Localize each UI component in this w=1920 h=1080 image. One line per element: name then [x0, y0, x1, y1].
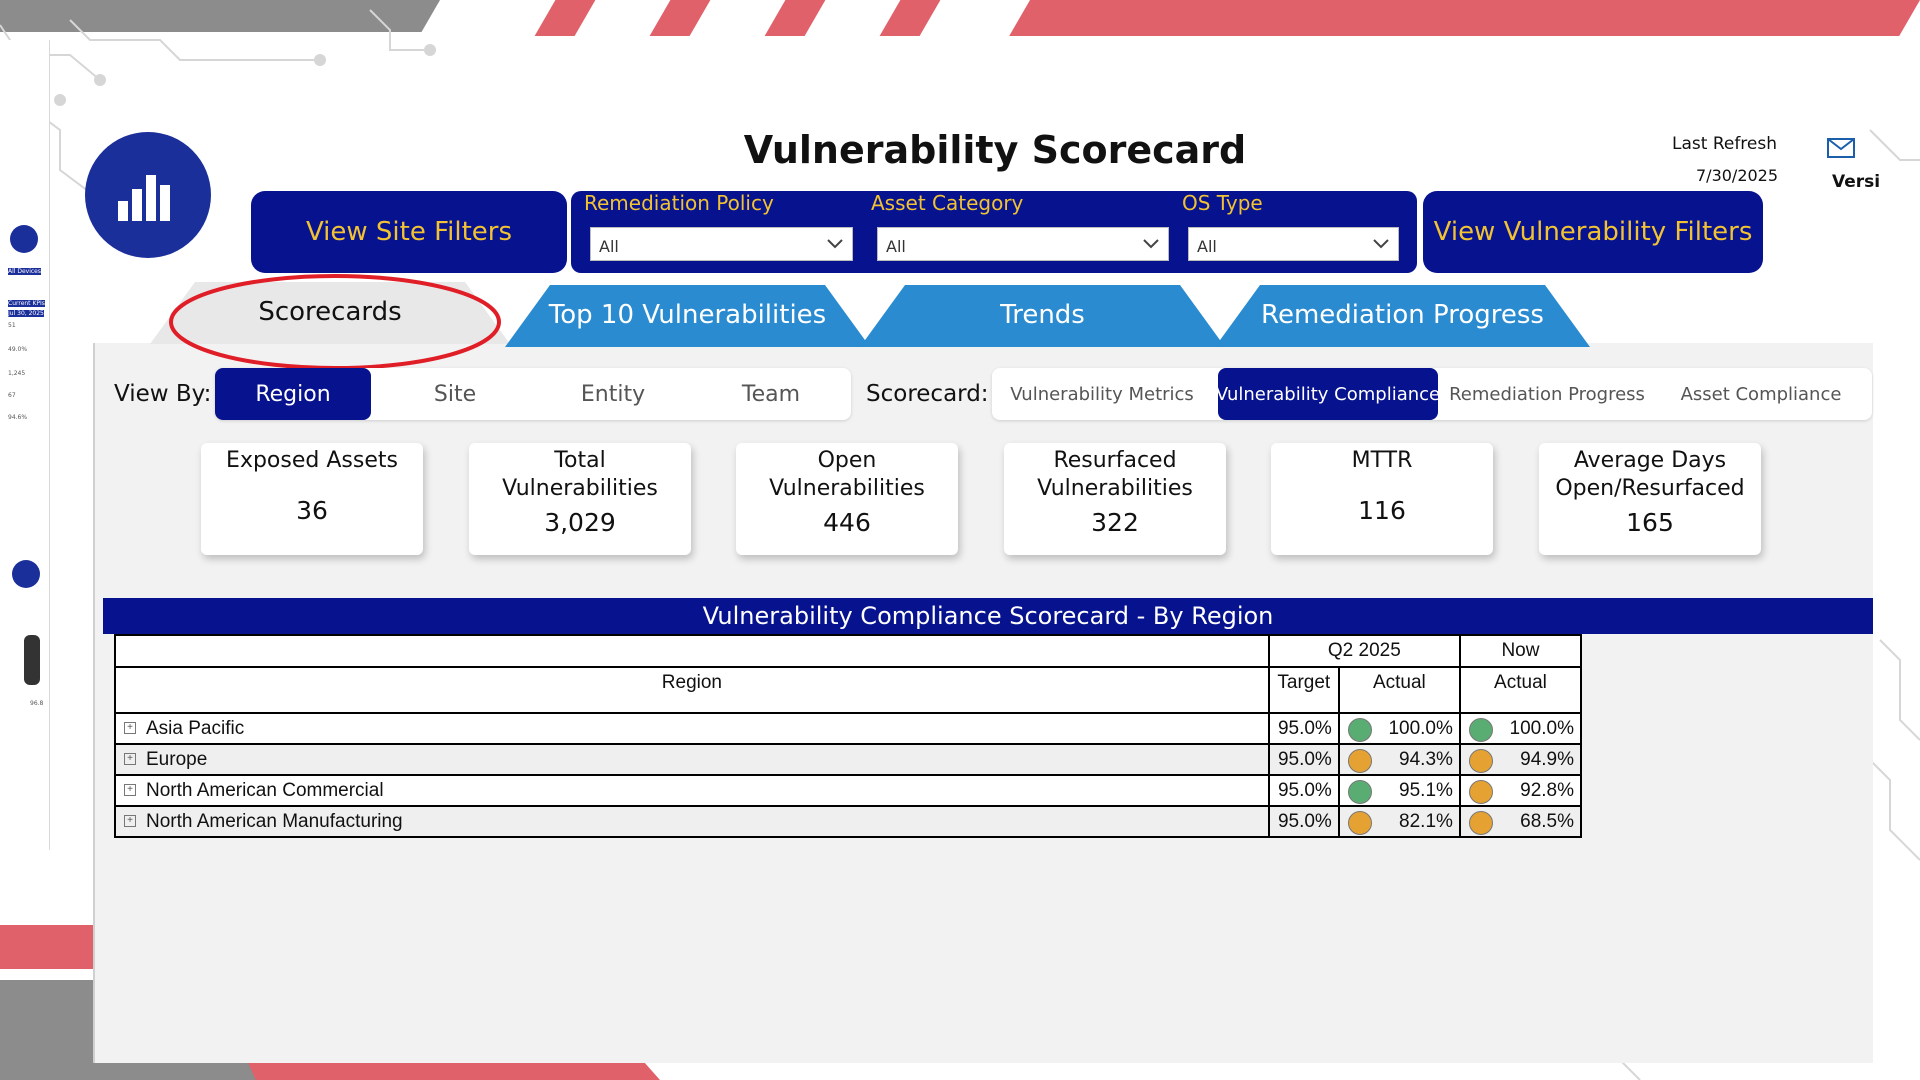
status-indicator-icon: [1469, 749, 1493, 773]
now-actual-cell: [1460, 713, 1581, 744]
view-by-entity[interactable]: Entity: [580, 381, 646, 407]
expand-icon[interactable]: +: [124, 784, 136, 796]
kpi-value: 36: [296, 496, 328, 525]
thumbnail-text: Jul 30, 2025: [8, 310, 44, 317]
now-actual-cell: [1460, 806, 1581, 837]
thumbnail-text: 96.8: [30, 700, 44, 707]
os-type-select[interactable]: [1188, 227, 1399, 261]
thumbnail-logo: [10, 225, 38, 253]
tab-top-10-vulnerabilities[interactable]: [505, 283, 870, 347]
table-row[interactable]: [115, 806, 1581, 837]
tab-label: Trends: [1000, 300, 1085, 330]
kpi-card-average-days: [1539, 443, 1761, 555]
view-by-label: View By:: [114, 381, 212, 407]
table-header-blank: [115, 635, 1269, 667]
os-type-value: All: [1197, 237, 1217, 256]
column-header-now-actual[interactable]: Actual: [1460, 667, 1581, 713]
kpi-label: Average Days Open/Resurfaced: [1555, 448, 1745, 501]
compliance-table: [114, 634, 1582, 838]
table-row[interactable]: [115, 713, 1581, 744]
os-type-label: OS Type: [1182, 191, 1263, 215]
kpi-card-total-vulnerabilities: [469, 443, 691, 555]
table-group-header-row: [115, 635, 1581, 667]
compliance-table-grid: [114, 634, 1582, 838]
expand-icon[interactable]: +: [124, 722, 136, 734]
thumbnail-text: 49.0%: [8, 346, 28, 353]
thumbnail-text: 51: [8, 322, 16, 329]
tab-remediation-progress[interactable]: [1215, 283, 1590, 347]
q2-actual-cell: [1339, 806, 1460, 837]
kpi-label: Resurfaced Vulnerabilities: [1037, 448, 1193, 501]
kpi-value: 116: [1358, 496, 1406, 525]
q2-actual-value: 94.3%: [1399, 748, 1453, 770]
status-indicator-icon: [1348, 749, 1372, 773]
region-cell: [115, 744, 1269, 775]
chevron-down-icon: [1142, 234, 1160, 252]
chevron-down-icon: [826, 234, 844, 252]
app-logo: [85, 132, 211, 258]
report-thumbnail-strip[interactable]: [0, 40, 50, 850]
thumbnail-text: 67: [8, 392, 16, 399]
now-actual-value: 68.5%: [1520, 810, 1574, 832]
kpi-card-mttr: [1271, 443, 1493, 555]
table-header-row: [115, 667, 1581, 713]
q2-actual-cell: [1339, 713, 1460, 744]
kpi-card-resurfaced-vulnerabilities: [1004, 443, 1226, 555]
q2-actual-cell: [1339, 744, 1460, 775]
group-header-now: Now: [1460, 635, 1581, 667]
status-indicator-icon: [1469, 811, 1493, 835]
kpi-value: 165: [1626, 508, 1674, 537]
kpi-value: 3,029: [544, 508, 616, 537]
tab-label: Top 10 Vulnerabilities: [548, 300, 827, 330]
now-actual-value: 100.0%: [1509, 717, 1574, 739]
kpi-card-open-vulnerabilities: [736, 443, 958, 555]
group-header-q2: Q2 2025: [1269, 635, 1460, 667]
asset-category-select[interactable]: [877, 227, 1169, 261]
asset-category-value: All: [886, 237, 906, 256]
bar-chart-icon: [116, 167, 180, 223]
expand-icon[interactable]: +: [124, 753, 136, 765]
expand-icon[interactable]: +: [124, 815, 136, 827]
thumbnail-text: All Devices: [8, 268, 41, 275]
remediation-policy-select[interactable]: [590, 227, 853, 261]
thumbnail-text: 1,245: [8, 370, 26, 377]
table-row[interactable]: [115, 775, 1581, 806]
kpi-value: 446: [823, 508, 871, 537]
page-title: Vulnerability Scorecard: [743, 128, 1247, 172]
asset-category-label: Asset Category: [871, 191, 1024, 215]
region-name: North American Commercial: [146, 779, 384, 801]
remediation-policy-label: Remediation Policy: [584, 191, 774, 215]
status-indicator-icon: [1348, 718, 1372, 742]
filter-panel: [571, 191, 1417, 273]
now-actual-value: 92.8%: [1520, 779, 1574, 801]
table-row[interactable]: [115, 744, 1581, 775]
thumbnail-text: Current KPIs: [8, 300, 45, 307]
view-site-filters-button[interactable]: View Site Filters: [251, 191, 567, 273]
kpi-label: Exposed Assets: [226, 448, 398, 473]
status-indicator-icon: [1348, 811, 1372, 835]
column-header-target[interactable]: Target: [1269, 667, 1339, 713]
last-refresh-label: Last Refresh: [1672, 134, 1778, 154]
tab-label: Remediation Progress: [1261, 300, 1544, 330]
scorecard-vulnerability-metrics[interactable]: Vulnerability Metrics: [1010, 383, 1194, 405]
view-by-region[interactable]: Region: [215, 368, 371, 420]
q2-actual-value: 95.1%: [1399, 779, 1453, 801]
target-cell: 95.0%: [1269, 775, 1339, 806]
scorecard-label: Scorecard:: [866, 381, 989, 407]
q2-actual-value: 82.1%: [1399, 810, 1453, 832]
kpi-label: Total Vulnerabilities: [502, 448, 658, 501]
now-actual-cell: [1460, 775, 1581, 806]
target-cell: 95.0%: [1269, 713, 1339, 744]
now-actual-cell: [1460, 744, 1581, 775]
region-cell: [115, 775, 1269, 806]
remediation-policy-value: All: [599, 237, 619, 256]
region-name: Asia Pacific: [146, 717, 245, 739]
kpi-label: MTTR: [1351, 448, 1413, 473]
scorecard-asset-compliance[interactable]: Asset Compliance: [1680, 383, 1842, 405]
thumbnail-logo: [12, 560, 40, 588]
q2-actual-cell: [1339, 775, 1460, 806]
status-indicator-icon: [1469, 718, 1493, 742]
tab-label: Scorecards: [258, 297, 402, 327]
kpi-card-exposed-assets: [201, 443, 423, 555]
version-label: Versi: [1832, 172, 1881, 192]
status-indicator-icon: [1348, 780, 1372, 804]
chevron-down-icon: [1372, 234, 1390, 252]
region-name: North American Manufacturing: [146, 810, 403, 832]
tab-trends[interactable]: [860, 283, 1225, 347]
view-by-site[interactable]: Site: [433, 381, 477, 407]
table-banner: Vulnerability Compliance Scorecard - By Region: [103, 598, 1873, 634]
target-cell: 95.0%: [1269, 744, 1339, 775]
thumbnail-text: 94.6%: [8, 414, 28, 421]
mail-icon[interactable]: [1827, 138, 1855, 158]
region-name: Europe: [146, 748, 208, 770]
scorecard-vulnerability-compliance[interactable]: Vulnerability Compliance: [1218, 368, 1438, 420]
target-cell: 95.0%: [1269, 806, 1339, 837]
now-actual-value: 94.9%: [1520, 748, 1574, 770]
kpi-value: 322: [1091, 508, 1139, 537]
status-indicator-icon: [1469, 780, 1493, 804]
view-vulnerability-filters-button[interactable]: View Vulnerability Filters: [1423, 191, 1763, 273]
last-refresh-date: 7/30/2025: [1696, 166, 1779, 185]
view-by-segmented-control: [215, 368, 851, 420]
column-header-q2-actual[interactable]: Actual: [1339, 667, 1460, 713]
traffic-light-icon: [24, 635, 40, 685]
table-body: [115, 713, 1581, 837]
column-header-region[interactable]: Region: [115, 667, 1269, 713]
view-by-team[interactable]: Team: [741, 381, 801, 407]
scorecard-segmented-control: [992, 368, 1872, 420]
kpi-label: Open Vulnerabilities: [769, 448, 925, 501]
q2-actual-value: 100.0%: [1388, 717, 1453, 739]
region-cell: [115, 713, 1269, 744]
region-cell: [115, 806, 1269, 837]
scorecard-remediation-progress[interactable]: Remediation Progress: [1449, 383, 1645, 405]
